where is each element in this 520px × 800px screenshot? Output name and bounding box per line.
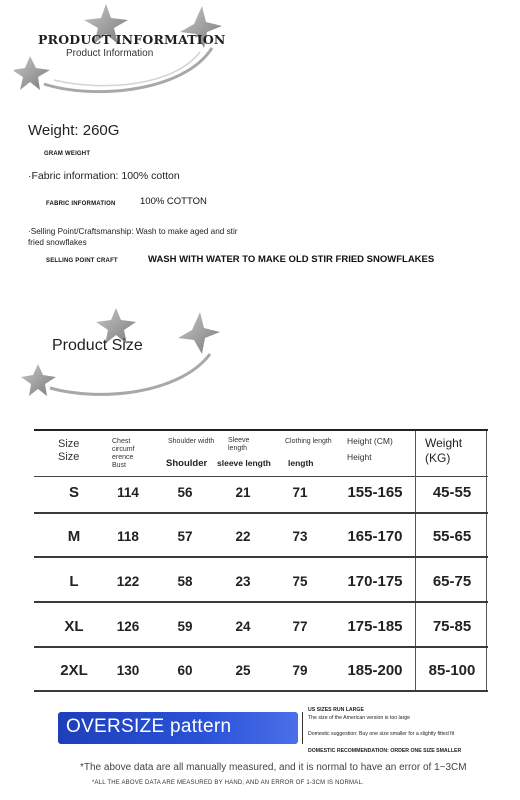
header-shoulder-small: Shoulder width	[168, 438, 215, 445]
domestic-suggestion: Domestic suggestion: Buy one size smaller for a slightly fitted fit	[308, 731, 455, 737]
cell-sleeve: 22	[235, 529, 251, 544]
selling-point-text	[28, 227, 288, 248]
cell-height: 185-200	[347, 662, 403, 679]
header-weight-line-1: Weight	[425, 436, 463, 450]
header-height-small: Height (CM)	[347, 436, 393, 446]
notes-divider	[302, 712, 303, 744]
cell-sleeve: 25	[235, 663, 251, 678]
cell-height: 155-165	[347, 484, 403, 501]
header-sleeve-small-line-1: Sleeve	[228, 437, 250, 444]
header-size-line-2: Size	[58, 451, 80, 463]
header-chest-line-2: circumf	[112, 446, 135, 453]
cell-weight: 45-55	[432, 484, 472, 501]
us-size-line: The size of the American version is too large	[308, 715, 411, 721]
header-chest-line-4: Bust	[112, 462, 127, 469]
fabric-text: ·Fabric information: 100% cotton	[28, 170, 180, 182]
product-size-title: Product Size	[52, 337, 143, 354]
table-bottom-border	[34, 690, 488, 692]
product-information-title: PRODUCT INFORMATION	[38, 32, 226, 47]
header-size-line-1: Size	[58, 438, 80, 450]
cell-size: 2XL	[60, 662, 88, 679]
cell-shoulder: 57	[177, 529, 193, 544]
column-divider	[415, 431, 416, 691]
cell-size: L	[69, 573, 79, 590]
row-divider	[34, 512, 488, 514]
cell-weight: 55-65	[432, 528, 472, 545]
cell-length: 79	[292, 663, 308, 678]
cell-sleeve: 23	[235, 574, 251, 589]
cell-length: 75	[292, 574, 308, 589]
header-sleeve-length: sleeve length	[217, 458, 271, 468]
cell-length: 73	[292, 529, 308, 544]
selling-point-line-1: ·Selling Point/Craftsmanship: Wash to make aged and stir	[28, 227, 238, 236]
weight-text: Weight: 260G	[28, 122, 120, 139]
header-chest-line-1: Chest	[112, 438, 131, 445]
cell-length: 71	[292, 485, 308, 500]
cell-chest: 130	[116, 663, 140, 678]
header-sleeve-small	[228, 437, 249, 453]
header-height-small-2: Height	[347, 452, 372, 462]
table-top-border	[34, 429, 488, 431]
weight-tag: GRAM WEIGHT	[44, 151, 91, 157]
cell-chest: 118	[117, 529, 139, 544]
selling-point-line-2: fried snowflakes	[28, 237, 87, 247]
cell-chest: 114	[117, 485, 139, 500]
cell-sleeve: 24	[235, 619, 251, 634]
header-size	[58, 438, 79, 464]
fabric-tag: FABRIC INFORMATION	[46, 201, 116, 207]
cell-shoulder: 58	[177, 574, 193, 589]
cell-shoulder: 59	[177, 619, 193, 634]
header-clothing-length-small: Clothing length	[285, 438, 332, 445]
row-divider	[34, 601, 488, 603]
product-information-subtitle: Product Information	[66, 48, 154, 59]
cell-size: M	[67, 528, 81, 545]
row-divider	[34, 556, 488, 558]
cell-chest: 122	[116, 574, 140, 589]
manual-measure-note-caps: *ALL THE ABOVE DATA ARE MEASURED BY HAND, AND AN ERROR OF 1-3CM IS NORMAL.	[92, 780, 364, 786]
us-size-title: US SIZES RUN LARGE	[308, 707, 364, 713]
header-shoulder: Shoulder	[166, 458, 208, 469]
fabric-value: 100% COTTON	[140, 196, 207, 207]
cell-weight: 75-85	[432, 618, 472, 635]
header-weight-line-2: (KG)	[425, 451, 451, 465]
cell-weight: 85-100	[428, 662, 476, 679]
header-weight	[425, 436, 462, 466]
header-sleeve-small-line-2: length	[228, 445, 248, 452]
header-chest	[112, 438, 135, 470]
cell-weight: 65-75	[432, 573, 472, 590]
oversize-label: OVERSIZE pattern	[66, 716, 232, 737]
cell-height: 175-185	[347, 618, 403, 635]
column-divider	[486, 431, 487, 691]
header-divider	[34, 476, 488, 477]
cell-shoulder: 56	[177, 485, 193, 500]
selling-point-value: WASH WITH WATER TO MAKE OLD STIR FRIED SNOWFLAKES	[148, 254, 435, 265]
cell-sleeve: 21	[235, 485, 251, 500]
cell-shoulder: 60	[177, 663, 193, 678]
selling-point-tag: SELLING POINT CRAFT	[46, 258, 118, 264]
cell-height: 170-175	[347, 573, 403, 590]
row-divider	[34, 646, 488, 648]
header-chest-line-3: erence	[112, 454, 134, 461]
domestic-recommendation: DOMESTIC RECOMMENDATION: ORDER ONE SIZE SMALLER	[308, 748, 462, 754]
header-length: length	[288, 458, 314, 468]
manual-measure-note: *The above data are all manually measured, and it is normal to have an error of 1~3CM	[80, 762, 467, 773]
cell-height: 165-170	[347, 528, 403, 545]
cell-size: S	[68, 484, 79, 501]
cell-length: 77	[292, 619, 308, 634]
cell-chest: 126	[116, 619, 140, 634]
cell-size: XL	[64, 618, 84, 635]
